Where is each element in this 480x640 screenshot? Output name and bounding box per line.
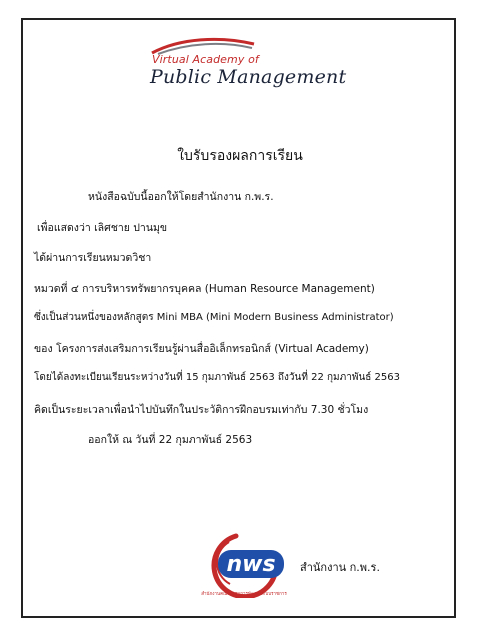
period-line: โดยได้ลงทะเบียนเรียนระหว่างวันที่ 15 กุมภาพันธ์ 2563 ถึงวันที่ 22 กุมภาพันธ์ 2563	[34, 372, 401, 383]
agency-signature: สำนักงาน ก.พ.ร.	[300, 561, 380, 574]
issued-by-line: หนังสือฉบับนี้ออกให้โดยสำนักงาน ก.พ.ร.	[88, 191, 274, 203]
issue-date-line: ออกให้ ณ วันที่ 22 กุมภาพันธ์ 2563	[88, 434, 253, 446]
recipient-line: เพื่อแสดงว่า เลิศชาย ปานมุข	[37, 222, 168, 234]
category-line: หมวดที่ ๔ การบริหารทรัพยากรบุคคล (Human Resource Management)	[34, 283, 375, 295]
emblem-ring-text: สำนักงานคณะกรรมการพัฒนาระบบราชการ	[201, 592, 287, 597]
certificate-title: ใบรับรองผลการเรียน	[177, 148, 303, 164]
hours-line: คิดเป็นระยะเวลาเพื่อนำไปบันทึกในประวัติการฝึกอบรมเท่ากับ 7.30 ชั่วโมง	[34, 404, 369, 416]
vapm-logo	[150, 36, 347, 116]
course-line: ซึ่งเป็นส่วนหนึ่งของหลักสูตร Mini MBA (Mini Modern Business Administrator)	[34, 312, 394, 323]
opdc-emblem	[196, 532, 292, 598]
program-line: ของ โครงการส่งเสริมการเรียนรู้ผ่านสื่ออิเล็กทรอนิกส์ (Virtual Academy)	[34, 343, 369, 355]
opdc-emblem-icon	[196, 532, 292, 598]
logo-line1: Virtual Academy of	[152, 53, 259, 66]
passed-line: ได้ผ่านการเรียนหมวดวิชา	[34, 252, 152, 264]
emblem-text: nws	[226, 552, 276, 577]
logo-line2: Public Management	[150, 66, 347, 88]
